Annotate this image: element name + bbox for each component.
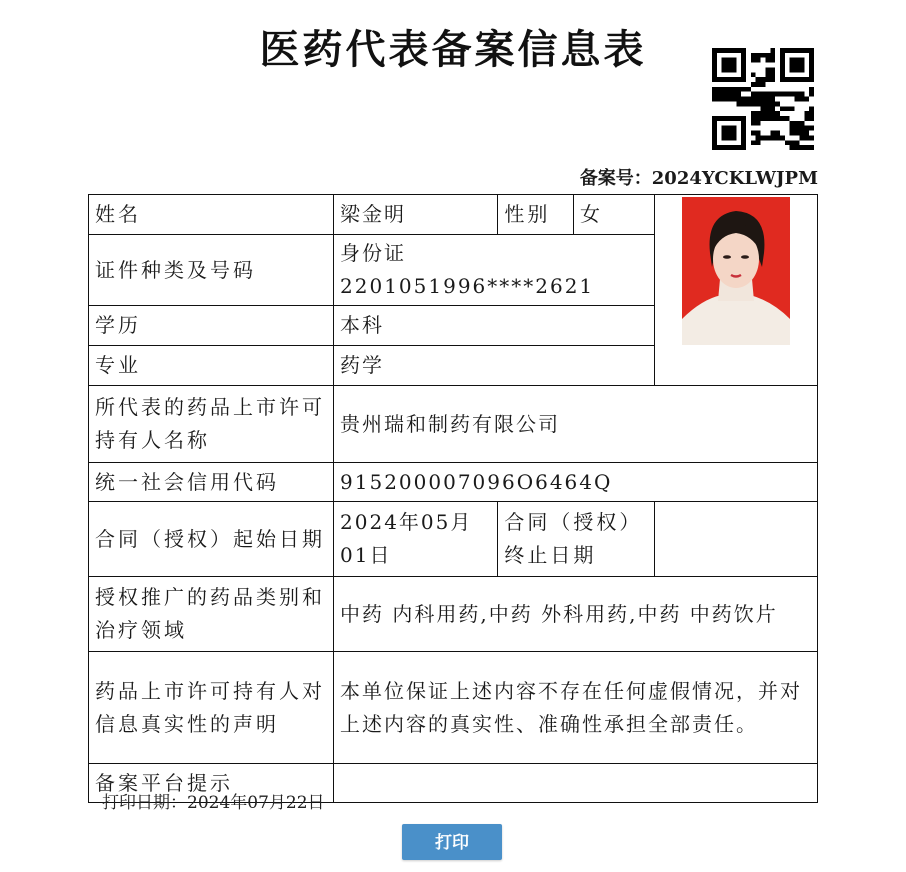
holder-label: 所代表的药品上市许可持有人名称 (89, 386, 334, 463)
education-value: 本科 (334, 306, 655, 346)
info-table (88, 194, 818, 803)
contract-start-label: 合同（授权）起始日期 (89, 502, 334, 577)
scope-value: 中药 内科用药,中药 外科用药,中药 中药饮片 (334, 577, 818, 652)
contract-start-value: 2024年05月01日 (334, 502, 498, 577)
major-label: 专业 (89, 346, 334, 386)
record-number: 备案号：2024YCKLWJPM (579, 168, 818, 189)
contract-end-value (654, 502, 817, 577)
name-value: 梁金明 (334, 195, 498, 235)
name-label: 姓名 (89, 195, 334, 235)
page-title: 医药代表备案信息表 (259, 26, 647, 73)
platform-tip-label: 备案平台提示 (89, 764, 334, 803)
declaration-label: 药品上市许可持有人对信息真实性的声明 (89, 652, 334, 764)
gender-label: 性别 (498, 195, 574, 235)
portrait-photo (682, 197, 790, 345)
credit-code-value: 915200007096O6464Q (334, 463, 818, 502)
platform-tip-value (334, 764, 818, 803)
id-value: 身份证 2201051996****2621 (334, 235, 655, 306)
gender-value: 女 (573, 195, 654, 235)
qr-code (712, 48, 814, 150)
education-label: 学历 (89, 306, 334, 346)
declaration-value: 本单位保证上述内容不存在任何虚假情况，并对上述内容的真实性、准确性承担全部责任。 (334, 652, 818, 764)
photo-cell (654, 195, 817, 386)
print-date: 打印日期：2024年07月22日 (102, 793, 325, 813)
contract-end-label: 合同（授权）终止日期 (498, 502, 654, 577)
major-value: 药学 (334, 346, 655, 386)
scope-label: 授权推广的药品类别和治疗领域 (89, 577, 334, 652)
holder-value: 贵州瑞和制药有限公司 (334, 386, 818, 463)
print-button[interactable]: 打印 (402, 824, 502, 860)
credit-code-label: 统一社会信用代码 (89, 463, 334, 502)
id-label: 证件种类及号码 (89, 235, 334, 306)
